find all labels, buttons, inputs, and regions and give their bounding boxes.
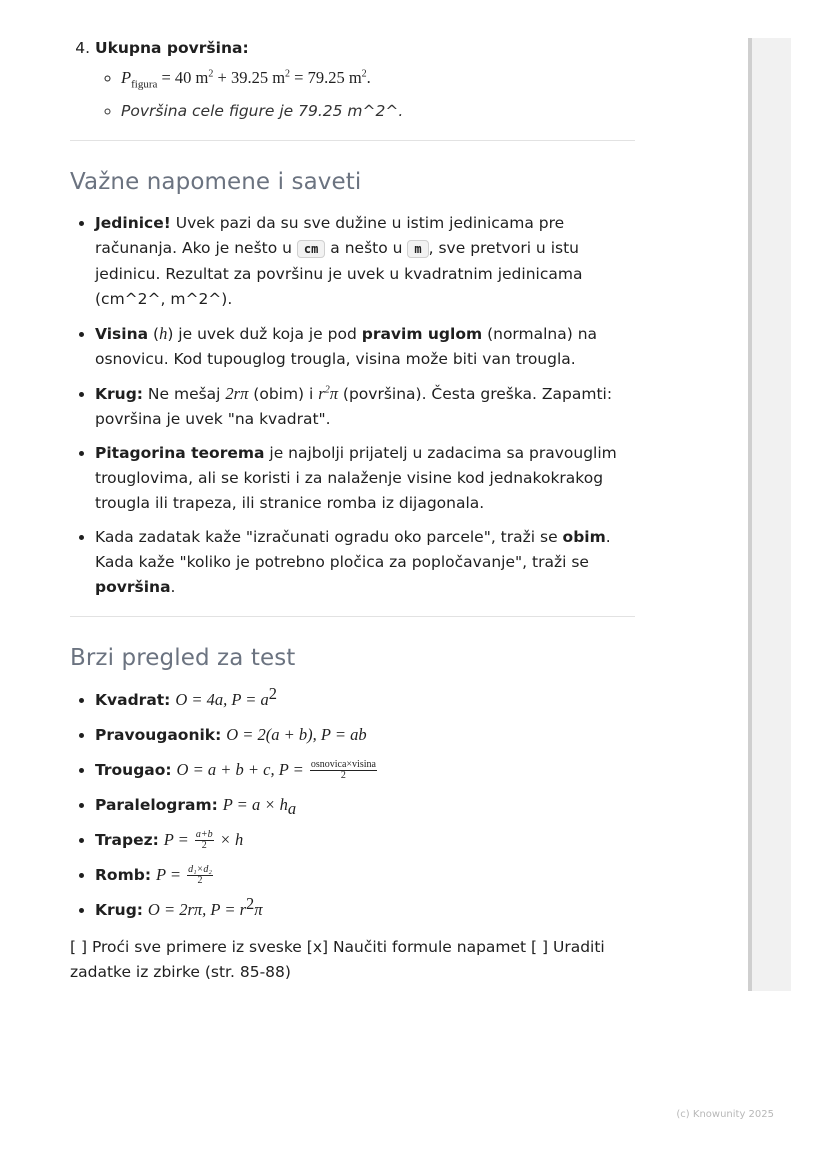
- review-square: • Kvadrat: O = 4a, $P = a^2$: [95, 687, 635, 713]
- review-parallelogram: • Paralelogram: $P = a \times h_a$: [95, 792, 635, 818]
- review-trapezoid: • Trapez: P = $\frac{a+b}{2}$ × h: [95, 827, 635, 853]
- copyright-footer: (c) Knowunity 2025: [676, 1109, 774, 1120]
- step-4-title: Ukupna površina:: [95, 39, 249, 57]
- step-list: [70, 36, 635, 124]
- study-checklist: [ ] Proći sve primere iz sveske [x] Naučiti formule napamet [ ] Uraditi zadatke iz zbirke (str. 85-88): [70, 938, 605, 981]
- code-cm: cm: [297, 240, 325, 258]
- tip-pythagoras: • Pitagorina teorema je najbolji prijatelj u zadacima sa pravouglim trouglovima, ali se koristi i za nalaženje visine kod jednakokrakog trougla ili trapeza, ili stranice romba iz dijagonala.: [95, 441, 635, 516]
- total-area-formula: ◦ $P_{figura} = 40$ $m^2 + 39.25$ $m^2 = 79.25$ $m^2$.: [121, 65, 635, 91]
- tip-perimeter-vs-area: • Kada zadatak kaže "izračunati ogradu oko parcele", traži se obim. Kada kaže "koliko je potrebno pločica za popločavanje", traži se površina.: [95, 525, 635, 600]
- tips-list: [70, 211, 635, 600]
- review-rectangle: • Pravougaonik: O = 2(a + b), P = ab: [95, 722, 635, 748]
- review-list: [70, 683, 635, 923]
- document-content: [70, 36, 635, 985]
- total-area-note: ◦ Površina cele figure je 79.25 m^2^.: [121, 99, 635, 124]
- divider: [70, 140, 635, 141]
- code-m: m: [407, 240, 428, 258]
- step-4: [95, 36, 635, 124]
- tips-heading: Važne napomene i saveti: [70, 169, 362, 195]
- tip-circle: • Krug: Ne mešaj 2rπ (obim) i $r^2\pi$ (površina). Česta greška. Zapamti: površina je uvek "na kvadrat".: [95, 381, 635, 432]
- divider: [70, 616, 635, 617]
- scrollbar[interactable]: [748, 38, 791, 991]
- review-heading: Brzi pregled za test: [70, 645, 296, 671]
- review-rhombus: • Romb: P = $\frac{\text{d₁×d₂}}{2}$: [95, 862, 635, 888]
- step-4-details: [95, 65, 635, 124]
- review-circle: • Krug: O = 2rπ, $P = r^2\pi$: [95, 897, 635, 923]
- tip-height: • Visina (h) je uvek duž koja je pod pravim uglom (normalna) na osnovicu. Kod tupouglog trougla, visina može biti van trougla.: [95, 321, 635, 372]
- tip-units: • Jedinice! Uvek pazi da su sve dužine u istim jedinicama pre računanja. Ako je nešto u cm a nešto u m , sve pretvori u istu jedinicu. Rezultat za površinu je uvek u kvadratnim jedinicama (cm^2^, m^2^).: [95, 211, 635, 312]
- review-triangle: • Trougao: O = a + b + c, P = $\frac{\text{osnovica×visina}}{2}$: [95, 757, 635, 783]
